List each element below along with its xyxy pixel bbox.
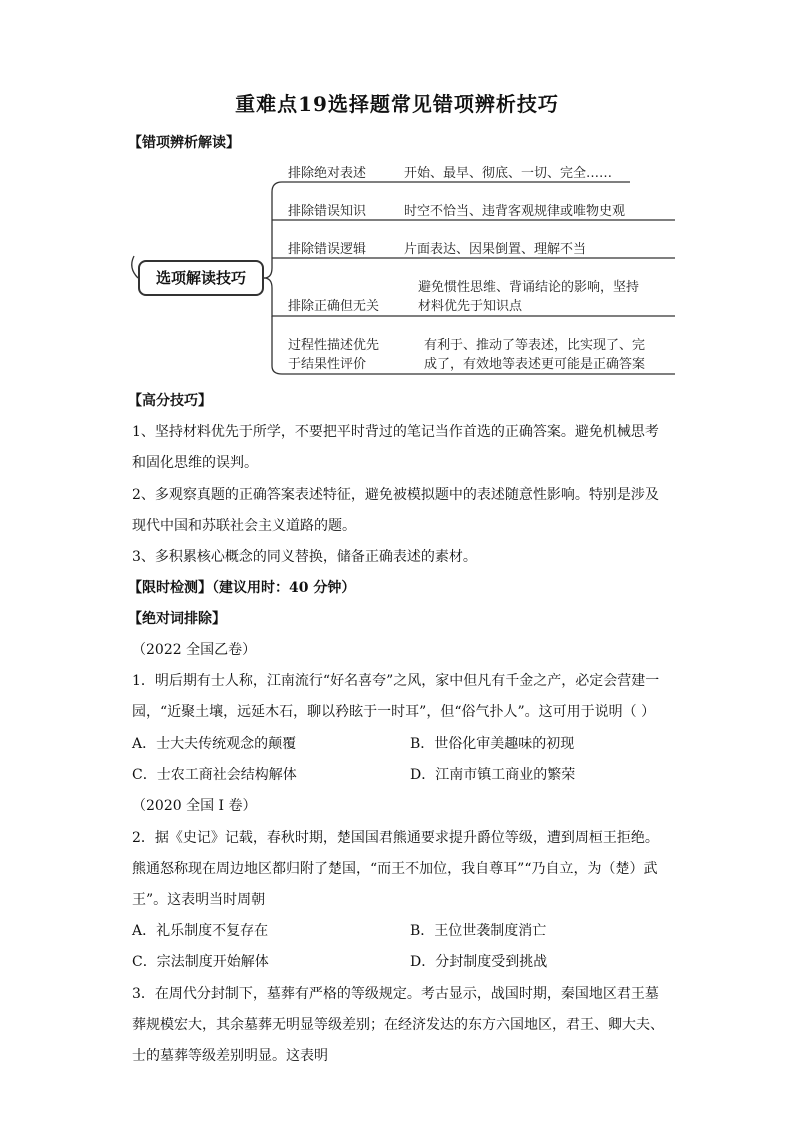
question-text: 3．在周代分封制下，墓葬有严格的等级规定。考古显示，战国时期，秦国地区君王墓 [132, 986, 659, 1002]
section-heading-tips: 【高分技巧】 [128, 393, 212, 409]
option-d: D．江南市镇工商业的繁荣 [410, 767, 576, 783]
section-heading-test: 【限时检测】（建议用时：40 分钟） [128, 580, 356, 596]
option-a: A．士大夫传统观念的颠覆 [132, 736, 297, 752]
question-text: 士的墓葬等级差别明显。这表明 [132, 1048, 328, 1064]
option-b: B．世俗化审美趣味的初现 [410, 736, 575, 752]
mindmap-branch-desc: 材料优先于知识点 [418, 299, 523, 314]
tip-line: 1、坚持材料优先于所学，不要把平时背过的笔记当作首选的正确答案。避免机械思考 [132, 424, 659, 440]
question-text: 王”。这表明当时周朝 [132, 892, 266, 908]
question-text: 园，“近聚土壤，远延木石，聊以矜眩于一时耳”，但“俗气扑人”。这可用于说明（ ） [132, 704, 656, 720]
mindmap-connectors [0, 0, 794, 400]
mindmap-branch-desc: 片面表达、因果倒置、理解不当 [404, 242, 587, 257]
branch-line-1 [264, 182, 630, 278]
mindmap-branch-label: 于结果性评价 [288, 357, 367, 372]
question-text: 葬规模宏大，其余墓葬无明显等级差别；在经济发达的东方六国地区，君王、卿大夫、 [132, 1017, 664, 1033]
mindmap-branch-desc: 有利于、推动了等表述，比实现了、完 [424, 338, 646, 353]
question-text: 熊通怒称现在周边地区都归附了楚国，“而王不加位，我自尊耳”“乃自立，为（楚）武 [132, 861, 658, 877]
question-source: （2022 全国乙卷） [132, 642, 257, 658]
mindmap-branch-label: 排除正确但无关 [288, 299, 380, 314]
question-text: 2．据《史记》记载，春秋时期，楚国国君熊通要求提升爵位等级，遭到周桓王拒绝。 [132, 830, 659, 846]
mindmap-branch-desc: 时空不恰当、违背客观规律或唯物史观 [404, 204, 626, 219]
mindmap-branch-label: 排除绝对表述 [288, 166, 367, 181]
question-source: （2020 全国 I 卷） [132, 798, 257, 814]
option-b: B．王位世袭制度消亡 [410, 923, 547, 939]
mindmap-branch-desc: 避免惯性思维、背诵结论的影响，坚持 [418, 280, 640, 295]
option-a: A．礼乐制度不复存在 [132, 923, 269, 939]
section-heading-absolute: 【绝对词排除】 [128, 611, 226, 627]
tip-line: 3、多积累核心概念的同义替换，储备正确表述的素材。 [132, 549, 477, 565]
mindmap-branch-label: 排除错误知识 [288, 204, 367, 219]
mindmap-branch-label: 过程性描述优先 [288, 338, 380, 353]
mindmap-branch-label: 排除错误逻辑 [288, 242, 367, 257]
option-d: D．分封制度受到挑战 [410, 954, 548, 970]
tip-line: 2、多观察真题的正确答案表述特征，避免被模拟题中的表述随意性影响。特别是涉及 [132, 487, 659, 503]
tip-line: 和固化思维的误判。 [132, 455, 258, 471]
section-heading-reading: 【错项辨析解读】 [128, 135, 240, 151]
option-c: C．宗法制度开始解体 [132, 954, 269, 970]
page-title: 重难点19选择题常见错项辨析技巧 [235, 92, 559, 116]
question-text: 1．明后期有士人称，江南流行“好名喜夸”之风，家中但凡有千金之产，必定会营建一 [132, 673, 660, 689]
mindmap-root: 选项解读技巧 [138, 260, 264, 296]
tip-line: 现代中国和苏联社会主义道路的题。 [132, 518, 356, 534]
mindmap-branch-desc: 开始、最早、彻底、一切、完全…… [404, 166, 613, 181]
mindmap-branch-desc: 成了，有效地等表述更可能是正确答案 [424, 357, 646, 372]
option-c: C．士农工商社会结构解体 [132, 767, 297, 783]
